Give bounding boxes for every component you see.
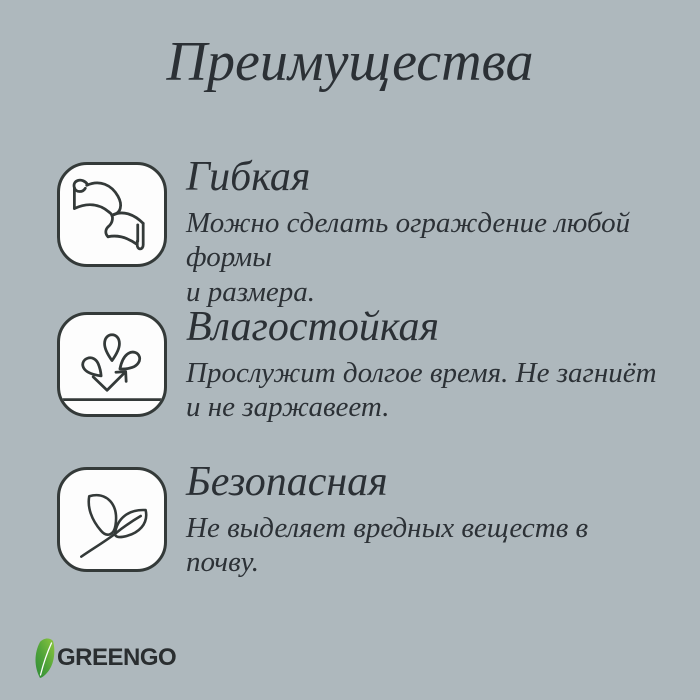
feature-row-safe — [57, 459, 667, 580]
feature-description-line: Прослужит долгое время. Не загниёт — [186, 357, 657, 390]
feature-description-line: и не заржавеет. — [186, 391, 390, 424]
page-title: Преимущества — [166, 31, 534, 93]
feature-description — [186, 356, 657, 424]
feature-text — [186, 459, 667, 580]
feature-row-flexible — [57, 154, 667, 309]
feature-title: Влагостойкая — [186, 304, 439, 350]
feature-text — [186, 154, 667, 309]
feature-description — [186, 511, 667, 579]
logo-leaf-icon — [32, 637, 59, 679]
feature-description-line: Можно сделать ограждение любой формы — [186, 207, 631, 274]
leaf-branch-icon — [60, 470, 164, 569]
feature-title: Безопасная — [186, 459, 388, 505]
feature-title: Гибкая — [186, 154, 311, 200]
feature-icon-box — [57, 467, 167, 572]
feature-icon-box — [57, 312, 167, 417]
feature-description — [186, 206, 667, 309]
brand-name: GREENGO — [57, 644, 177, 671]
feature-description-line: и размера. — [186, 275, 315, 308]
feature-icon-box — [57, 162, 167, 267]
water-drops-icon — [60, 315, 164, 414]
flexible-tape-icon — [60, 165, 164, 264]
feature-row-moisture-resistant — [57, 304, 667, 425]
feature-text — [186, 304, 657, 425]
brand-logo — [32, 637, 176, 679]
feature-description-line: Не выделяет вредных веществ в почву. — [186, 512, 589, 579]
